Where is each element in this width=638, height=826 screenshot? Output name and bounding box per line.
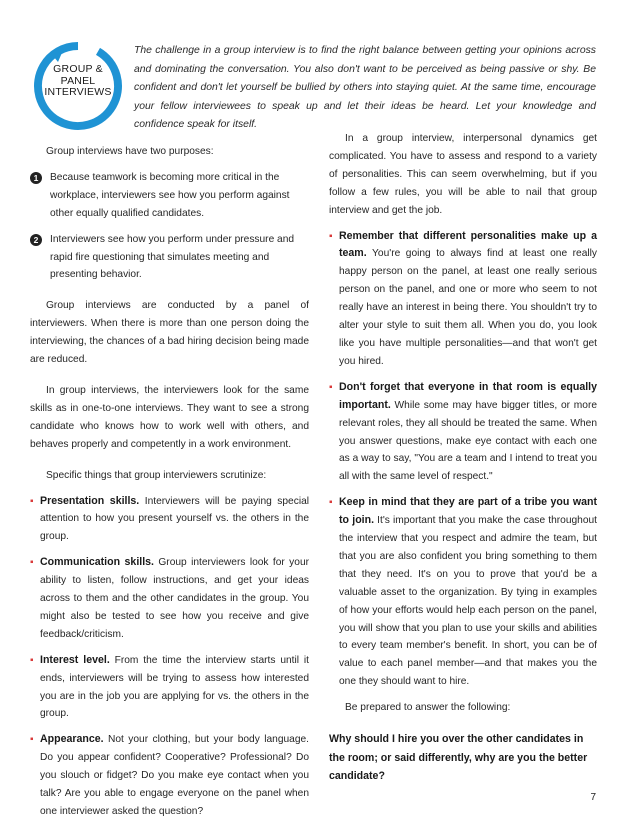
item-text: From the time the interview starts until it ends, interviewers will be trying to assess how interested you are in the job you are applying for vs. the others in the group. [40,654,309,720]
item-heading: Interest level. [40,653,110,666]
page-number: 7 [590,792,596,803]
bullet-icon: ▪ [30,557,34,569]
dynamics-paragraph: In a group interview, interpersonal dynamics get complicated. You have to assess and respond to a variety of personalities. This can seem overwhelming, but if you follow a few rules, you will be able to nail that group interview and get the job. [329,133,597,216]
bullet-icon: ▪ [329,230,333,242]
number-one-icon: 1 [30,172,42,184]
item-text: Interviewers will be paying special attention to how you present yourself vs. the others in the group. [40,495,310,543]
panel-paragraph: Group interviews are conducted by a panel of interviewers. When there is more than one person doing the interviewing, the chances of a bad hiring decision being made are reduced. [30,300,309,366]
bullet-icon: ▪ [30,734,34,746]
bullet-icon: ▪ [329,381,333,393]
item-text: It's important that you make the case throughout the interview that you respect and admire the team, but that you are also confident you bring something to them that they need. It's on you to prove that you'd be a valuable asset to the organization. By tying in examples of how your efforts would help each person on the panel, you will show that you plan to use your skills and abilities to every team member's benefit. In short, you can be of value to each panel member—and that makes you the one they should want to hire. [339,515,597,688]
purpose-item [30,231,309,285]
logo-text [30,64,126,99]
skills-paragraph: In group interviews, the interviewers look for the same skills as in one-to-one interviews. They want to see a strong candidate who knows how to work well with others, and behaves properly and competently in a work environment. [30,384,309,450]
bullet-icon: ▪ [30,495,34,507]
bullet-icon: ▪ [30,654,34,666]
logo-line-3: INTERVIEWS [44,86,112,98]
item-heading: Remember that different personalities make up a team. [339,229,597,260]
item-heading: Communication skills. [40,556,154,569]
left-column [30,143,309,821]
list-item [30,652,309,724]
list-item [30,493,309,547]
bullet-icon: ▪ [329,497,333,509]
scrutinize-intro: Specific things that group interviewers scrutinize: [46,469,267,481]
number-two-icon: 2 [30,234,42,246]
purpose-item [30,169,309,223]
list-item [30,731,309,821]
item-text: While some may have bigger titles, or more relevant roles, they all should be treated the same. When you answer questions, make eye contact with each one as a way to say, "You are a team and I intend to treat you all with the same level of respect." [339,399,597,483]
logo-line-1: GROUP & [53,63,103,75]
prepare-paragraph: Be prepared to answer the following: [345,702,511,714]
item-heading: Presentation skills. [40,494,140,507]
item-heading: Don't forget that everyone in that room is equally important. [339,380,597,411]
list-item [329,379,597,486]
list-item [329,228,597,371]
key-question: Why should I hire you over the other candidates in the room; or said differently, why are you the better candidate? [329,733,588,783]
purpose-text: Interviewers see how you perform under pressure and rapid fire questioning that simulates meeting and presenting behavior. [50,233,295,281]
item-text: You're going to always find at least one really happy person on the panel, at least one really serious person on the panel, and one or more who seem to not really have an interest in being there. You shouldn't try to alter your style to suit them all. When you do, you look like you have multiple personalities—and that won't get you hired. [339,248,597,367]
list-item [329,494,597,691]
logo-line-2: PANEL [60,74,96,87]
purpose-text: Because teamwork is becoming more critical in the workplace, interviewers see how you perform against other equally qualified candidates. [50,171,290,219]
right-column [329,130,597,786]
item-heading: Keep in mind that they are part of a tribe you want to join. [339,496,597,527]
list-item [30,554,309,644]
item-text: Not your clothing, but your body language. Do you appear confident? Cooperative? Professional? Do you slouch or fidget? Do you make eye contact when you talk? Are you able to engage everyone on the panel when one interviewer asked the question? [40,734,309,817]
purposes-intro: Group interviews have two purposes: [46,146,214,157]
item-text: Group interviewers look for your ability to listen, follow instructions, and get your ideas across to them and the other candidates in the group. You might also be tested to see how you receive and give feedback/criticism. [40,557,309,640]
intro-paragraph: The challenge in a group interview is to find the right balance between getting your opinions across and dominating the conversation. You also don't want to be perceived as being passive or shy. Be confident and don't let yourself be bullied by others into staying quiet. At the same time, encourage your fellow interviewees to speak up and let their ideas be heard. Let your knowledge and confidence speak for itself. [134,45,596,131]
item-heading: Appearance. [40,733,104,746]
